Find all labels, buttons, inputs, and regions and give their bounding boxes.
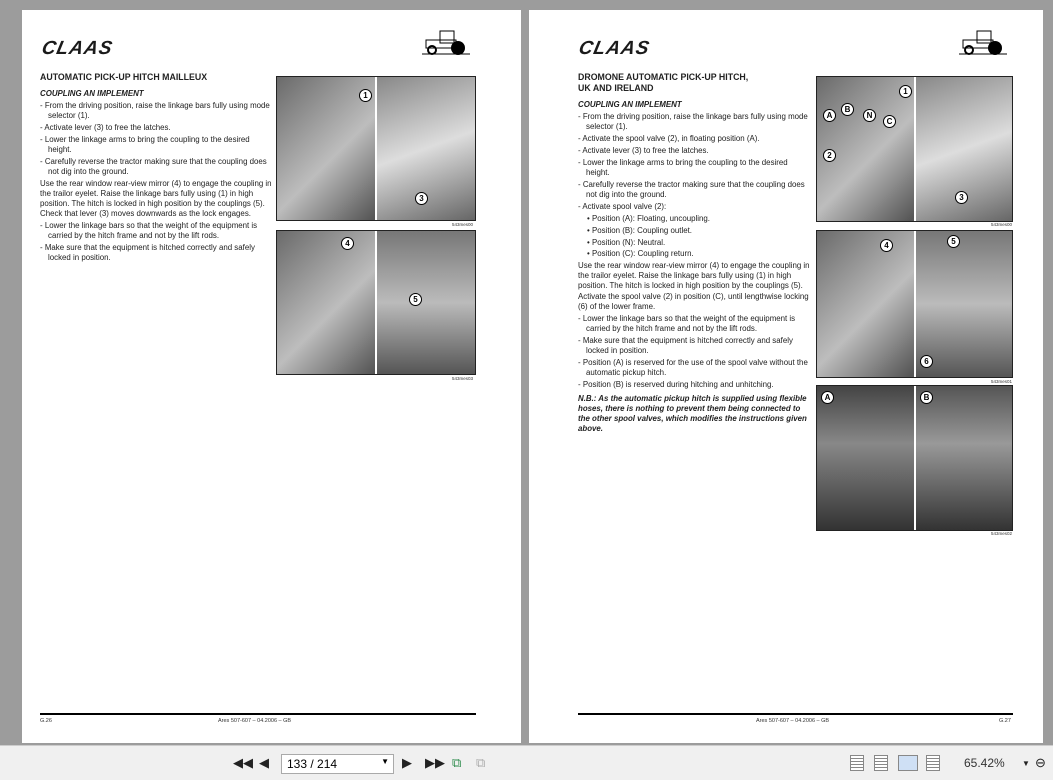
- next-page-button[interactable]: ▶: [402, 755, 412, 770]
- footer-rule: [40, 713, 476, 715]
- step: - Carefully reverse the tractor making sure that the coupling does not dig into the ground.: [40, 156, 267, 177]
- callout: 1: [359, 89, 372, 102]
- page-number: G.27: [999, 718, 1011, 724]
- two-page-continuous-view-icon[interactable]: [926, 755, 940, 771]
- step: - Make sure that the equipment is hitched correctly and safely locked in position.: [578, 335, 793, 355]
- callout: B: [841, 103, 854, 116]
- callout: 1: [899, 85, 912, 98]
- section-title: AUTOMATIC PICK-UP HITCH MAILLEUX: [40, 72, 208, 82]
- right-text: [578, 72, 810, 434]
- position: • Position (A): Floating, uncoupling.: [587, 213, 710, 223]
- position: • Position (B): Coupling outlet.: [587, 225, 692, 235]
- photo-cab-spool-valve: [816, 76, 1013, 222]
- page-value: 133 / 214: [287, 757, 338, 771]
- step: - Lower the linkage bars so that the weight of the equipment is carried by the hitch frame and not by the lift rods.: [578, 313, 796, 333]
- step: - Position (A) is reserved for the use of the spool valve without the automatic pickup hitch.: [578, 357, 808, 377]
- single-page-view-icon[interactable]: [850, 755, 864, 771]
- photo-caption: 543mes02: [991, 531, 1013, 536]
- footer-text: Ares 507-607 – 04.2006 – GB: [756, 718, 830, 724]
- viewer-toolbar: [0, 745, 1053, 780]
- chevron-down-icon: ▼: [381, 757, 389, 766]
- photo-hydraulic-couplers: [816, 385, 1013, 531]
- step: - From the driving position, raise the linkage bars fully using mode selector (1).: [578, 112, 808, 132]
- footer-text: Ares 507-607 – 04.2006 – GB: [218, 718, 292, 724]
- callout: 4: [341, 237, 354, 250]
- photo-cab-controls: [276, 76, 476, 221]
- paragraph: Use the rear window rear-view mirror (4) to engage the coupling in the trailor eyelet. Raise the linkage bars fully using (1) in high position. The hitch is locked in high position by the couplings (5). Check that lever (3) moves downwards as the lock engages.: [40, 178, 272, 219]
- photo-caption: 543mes01: [991, 379, 1013, 384]
- position: • Position (C): Coupling return.: [587, 249, 694, 259]
- callout: C: [883, 115, 896, 128]
- step: - Lower the linkage bars so that the weight of the equipment is carried by the hitch frame and not by the lift rods.: [40, 221, 258, 241]
- note: N.B.: As the automatic pickup hitch is supplied using flexible hoses, there is nothing to prevent them being connected to the other spool valves, which modifies the instructions given above.: [578, 393, 807, 433]
- two-page-view-icon[interactable]: [898, 755, 918, 771]
- callout: 6: [920, 355, 933, 368]
- extract-page-icon[interactable]: ⧉: [452, 755, 462, 770]
- insert-page-icon[interactable]: ⧉: [476, 755, 486, 770]
- section-subtitle: COUPLING AN IMPLEMENT: [40, 89, 144, 98]
- step: - Activate the spool valve (2), in floating position (A).: [578, 134, 760, 144]
- last-page-button[interactable]: ▶▶: [425, 755, 445, 770]
- callout: 5: [409, 293, 422, 306]
- claas-logo: CLAAS: [39, 38, 115, 59]
- position: • Position (N): Neutral.: [587, 237, 666, 247]
- callout: 3: [415, 192, 428, 205]
- section-title: DROMONE AUTOMATIC PICK-UP HITCH, UK AND IRELAND: [578, 72, 749, 93]
- continuous-view-icon[interactable]: [874, 755, 888, 771]
- step: - Lower the linkage arms to bring the coupling to the desired height.: [578, 157, 788, 177]
- previous-page-button[interactable]: ◀: [259, 755, 269, 770]
- callout: 5: [947, 235, 960, 248]
- first-page-button[interactable]: ◀◀: [233, 755, 253, 770]
- callout: A: [823, 109, 836, 122]
- callout: N: [863, 109, 876, 122]
- callout: B: [920, 391, 933, 404]
- step: - Position (B) is reserved during hitching and unhitching.: [578, 379, 774, 389]
- zoom-out-icon[interactable]: ⊖: [1035, 755, 1046, 770]
- page-number: G.26: [40, 718, 52, 724]
- footer-rule: [578, 713, 1013, 715]
- step: - Activate lever (3) to free the latches.: [40, 123, 171, 133]
- claas-logo: CLAAS: [576, 38, 652, 59]
- left-text: [40, 72, 272, 265]
- step: - Carefully reverse the tractor making sure that the coupling does not dig into the ground.: [578, 179, 805, 199]
- photo-mirror-hitch: [816, 230, 1013, 378]
- photo-caption: 543mes00: [991, 222, 1013, 227]
- step: - Make sure that the equipment is hitched correctly and safely locked in position.: [40, 243, 255, 263]
- tractor-icon: [959, 28, 1007, 56]
- paragraph: Use the rear window rear-view mirror (4) to engage the coupling in the trailor eyelet. Raise the linkage bars fully using (1) in high position. The hitch is locked in high position by the couplings (5). Activate the spool valve (2) in position (C), until lengthwise locking (6) of the lower frame.: [578, 261, 810, 311]
- callout: A: [821, 391, 834, 404]
- tractor-icon: [422, 28, 470, 56]
- callout: 3: [955, 191, 968, 204]
- step: - Activate lever (3) to free the latches.: [578, 145, 709, 155]
- pdf-page-right: [529, 10, 1043, 743]
- step: - Activate spool valve (2):: [578, 201, 667, 211]
- zoom-dropdown-icon[interactable]: ▼: [1022, 759, 1030, 768]
- pdf-page-left: [22, 10, 521, 743]
- section-subtitle: COUPLING AN IMPLEMENT: [578, 100, 682, 109]
- step: - Lower the linkage arms to bring the coupling to the desired height.: [40, 134, 250, 155]
- photo-caption: 543mes03: [452, 376, 474, 381]
- callout: 4: [880, 239, 893, 252]
- step: - From the driving position, raise the linkage bars fully using mode selector (1).: [40, 101, 270, 121]
- photo-caption: 543mes00: [452, 222, 474, 227]
- zoom-level[interactable]: 65.42%: [964, 756, 1005, 770]
- page-selector[interactable]: [281, 754, 394, 774]
- callout: 2: [823, 149, 836, 162]
- photo-mirror-hitch: [276, 230, 476, 375]
